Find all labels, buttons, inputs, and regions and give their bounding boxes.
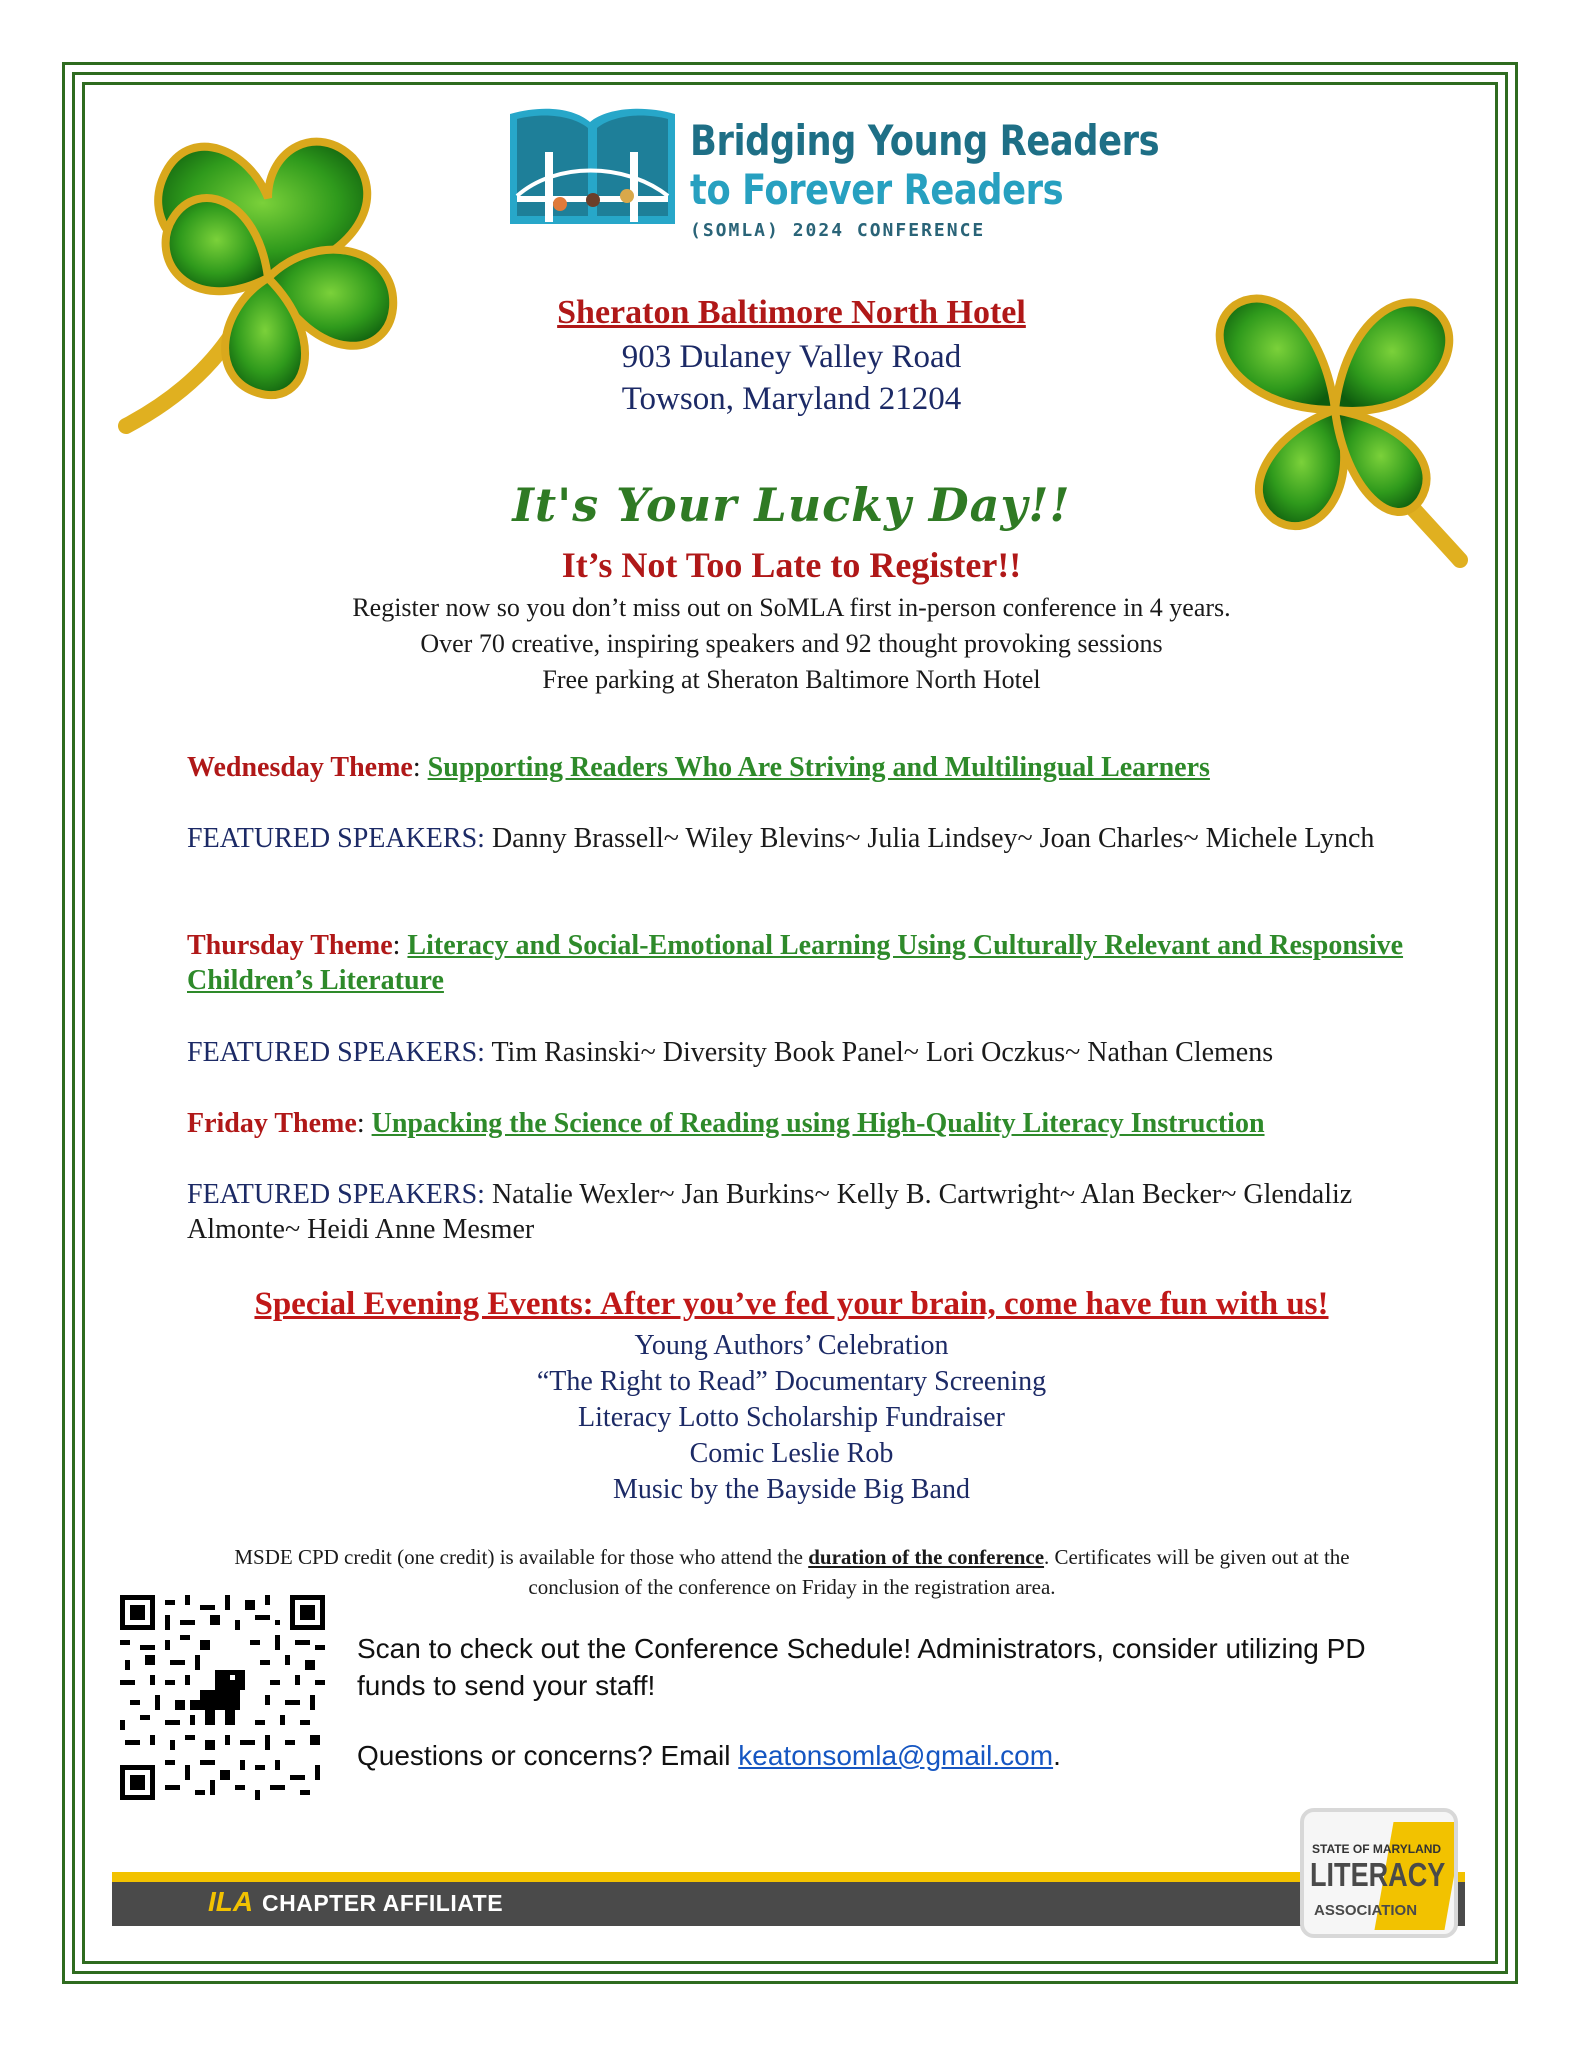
conference-logo — [505, 102, 1160, 252]
intro-line-2: Over 70 creative, inspiring speakers and 92 thought provoking sessions — [420, 629, 1163, 658]
wednesday-theme: Wednesday Theme: Supporting Readers Who Are Striving and Multilingual Learners — [187, 752, 1210, 783]
logo-line-2: to Forever Readers — [690, 165, 1064, 214]
contact-line — [357, 1737, 1407, 1774]
credit-text-end: . Certificates will be given out at the conclusion of the conference on Friday in the registration area. — [528, 1545, 1350, 1599]
credit-emphasis: duration of the conference — [808, 1545, 1045, 1569]
day-label: Thursday Theme — [187, 930, 393, 961]
day-label: Friday Theme — [187, 1108, 357, 1139]
intro-line-1: Register now so you don’t miss out on SoMLA first in-person conference in 4 years. — [352, 593, 1231, 622]
friday-speakers — [187, 1177, 1417, 1247]
event-item: Music by the Bayside Big Band — [613, 1474, 970, 1505]
badge-association: ASSOCIATION — [1314, 1902, 1418, 1919]
scan-instructions — [357, 1630, 1407, 1774]
thursday-theme: Thursday Theme: Literacy and Social-Emotional Learning Using Culturally Relevant and Responsive Children’s Literature — [187, 930, 1404, 996]
speakers-list: Natalie Wexler~ Jan Burkins~ Kelly B. Cartwright~ Alan Becker~ Glendaliz Almonte~ Heidi Anne Mesmer — [187, 1179, 1353, 1245]
badge-literacy: LITERACY — [1310, 1856, 1446, 1893]
speakers-label: FEATURED SPEAKERS: — [187, 823, 485, 854]
contact-question: Questions or concerns? Email — [357, 1740, 739, 1771]
event-item: Comic Leslie Rob — [689, 1438, 894, 1469]
maryland-literacy-association-logo — [1300, 1808, 1458, 1938]
logo-line-1: Bridging Young Readers — [690, 116, 1160, 165]
logo-title — [690, 116, 1159, 214]
event-item: “The Right to Read” Documentary Screening — [536, 1366, 1047, 1397]
chapter-affiliate-label: CHAPTER AFFILIATE — [262, 1890, 504, 1916]
open-book-bridge-logo — [505, 104, 680, 244]
intro-line-3: Free parking at Sheraton Baltimore North Hotel — [542, 665, 1041, 694]
lucky-day-headline: It's Your Lucky Day!! — [512, 478, 1071, 532]
venue-name: Sheraton Baltimore North Hotel — [557, 294, 1026, 331]
qr-code-icon[interactable] — [120, 1595, 325, 1800]
venue-city: Towson, Maryland 21204 — [621, 381, 962, 417]
speakers-list: Tim Rasinski~ Diversity Book Panel~ Lori Oczkus~ Nathan Clemens — [491, 1037, 1274, 1068]
ila-logo: ILA — [208, 1886, 254, 1917]
event-item: Literacy Lotto Scholarship Fundraiser — [578, 1402, 1005, 1433]
speakers-label: FEATURED SPEAKERS: — [187, 1037, 485, 1068]
badge-state: STATE OF MARYLAND — [1312, 1842, 1442, 1856]
register-headline: It’s Not Too Late to Register!! — [561, 545, 1022, 585]
logo-subtitle: (SOMLA) 2024 CONFERENCE — [690, 220, 986, 241]
wednesday-speakers — [187, 821, 1417, 856]
contact-period: . — [1053, 1740, 1061, 1771]
theme-title: Supporting Readers Who Are Striving and Multilingual Learners — [427, 752, 1210, 783]
credit-text: MSDE CPD credit (one credit) is available for those who attend the — [234, 1545, 809, 1569]
speakers-label: FEATURED SPEAKERS: — [187, 1179, 485, 1210]
theme-title: Unpacking the Science of Reading using High-Quality Literacy Instruction — [371, 1108, 1265, 1139]
friday-theme: Friday Theme: Unpacking the Science of Reading using High-Quality Literacy Instruction — [187, 1108, 1265, 1139]
venue-street: 903 Dulaney Valley Road — [621, 339, 962, 375]
email-link[interactable]: keatonsomla@gmail.com — [738, 1740, 1054, 1771]
scan-line: Scan to check out the Conference Schedule! Administrators, consider utilizing PD funds to send your staff! — [357, 1633, 1366, 1701]
special-events-title: Special Evening Events: After you’ve fed your brain, come have fun with us! — [254, 1286, 1329, 1322]
cpd-credit-note — [187, 1542, 1397, 1602]
theme-title: Literacy and Social-Emotional Learning Using Culturally Relevant and Responsive Children’s Literature — [187, 930, 1404, 996]
footer-accent-stripe — [112, 1872, 1465, 1882]
event-item: Young Authors’ Celebration — [634, 1330, 949, 1361]
thursday-speakers — [187, 1035, 1417, 1070]
day-label: Wednesday Theme — [187, 752, 413, 783]
speakers-list: Danny Brassell~ Wiley Blevins~ Julia Lindsey~ Joan Charles~ Michele Lynch — [491, 823, 1375, 854]
